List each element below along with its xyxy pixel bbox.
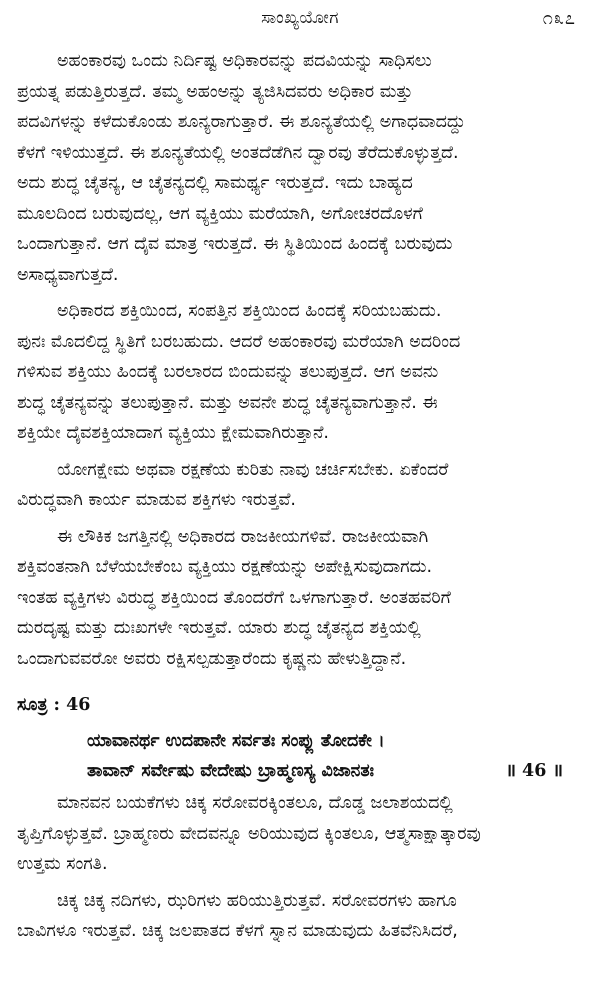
paragraph-3 [17,455,583,516]
text-line: ಇಂತಹ ವ್ಯಕ್ತಿಗಳು ವಿರುದ್ಧ ಶಕ್ತಿಯಿಂದ ತೊಂದರೆಗೆ ಒಳಗಾಗುತ್ತಾರೆ. ಅಂತಹವರಿಗೆ [17,587,451,608]
text-line: ಚಿಕ್ಕ ಚಿಕ್ಕ ನದಿಗಳು, ಝರಿಗಳು ಹರಿಯುತ್ತಿರುತ್ತವೆ. ಸರೋವರಗಳು ಹಾಗೂ [57,890,457,911]
text-line: ಪದವಿಗಳನ್ನು ಕಳೆದುಕೊಂಡು ಶೂನ್ಯರಾಗುತ್ತಾರೆ. ಈ ಶೂನ್ಯತೆಯಲ್ಲಿ ಅಗಾಧವಾದದ್ದು [17,112,466,132]
text-line: ಅಹಂಕಾರವು ಒಂದು ನಿರ್ದಿಷ್ಟ ಅಧಿಕಾರವನ್ನು ಪದವಿಯನ್ನು ಸಾಧಿಸಲು [57,51,432,71]
text-line: ಅದು ಶುದ್ಧ ಚೈತನ್ಯ, ಆ ಚೈತನ್ಯದಲ್ಲಿ ಸಾಮರ್ಥ್ಯ ಇರುತ್ತದೆ. ಇದು ಬಾಹ್ಯದ [17,173,413,193]
text-line: ವಿರುದ್ಧವಾಗಿ ಕಾರ್ಯ ಮಾಡುವ ಶಕ್ತಿಗಳು ಇರುತ್ತವೆ. [17,490,296,510]
text-line: ಅಸಾಧ್ಯವಾಗುತ್ತದೆ. [17,264,119,285]
commentary-paragraph-2 [17,886,583,947]
page-number: ೧೩೭ [542,8,576,29]
text-line: ಯೋಗಕ್ಷೇಮ ಅಥವಾ ರಕ್ಷಣೆಯ ಕುರಿತು ನಾವು ಚರ್ಚಿಸಬೇಕು. ಏಕೆಂದರೆ [57,459,449,480]
verse-text: ತಾವಾನ್ ಸರ್ವೇಷು ವೇದೇಷು ಬ್ರಾಹ್ಮಣಸ್ಯ ವಿಜಾನತಃ [87,761,375,781]
text-line: ಶಕ್ತಿಯೇ ದೈವಶಕ್ತಿಯಾದಾಗ ವ್ಯಕ್ತಿಯು ಕ್ಷೇಮವಾಗಿರುತ್ತಾನೆ. [17,423,329,443]
text-line: ಶುದ್ಧ ಚೈತನ್ಯವನ್ನು ತಲುಪುತ್ತಾನೆ. ಮತ್ತು ಅವನೇ ಶುದ್ಧ ಚೈತನ್ಯವಾಗುತ್ತಾನೆ. ಈ [17,392,438,413]
text-line: ಈ ಲೌಕಿಕ ಜಗತ್ತಿನಲ್ಲಿ ಅಧಿಕಾರದ ರಾಜಕೀಯಗಳಿವೆ. ರಾಜಕೀಯವಾಗಿ [57,526,429,547]
text-line: ದುರದೃಷ್ಟ ಮತ್ತು ದುಃಖಗಳೇ ಇರುತ್ತವೆ. ಯಾರು ಶುದ್ಧ ಚೈತನ್ಯದ ಶಕ್ತಿಯಲ್ಲಿ [17,618,421,638]
text-line: ಉತ್ತಮ ಸಂಗತಿ. [17,854,108,874]
text-line: ಕೆಳಗೆ ಇಳಿಯುತ್ತದೆ. ಈ ಶೂನ್ಯತೆಯಲ್ಲಿ ಅಂತದೆಡೆಗಿನ ದ್ವಾರವು ತೆರೆದುಕೊಳ್ಳುತ್ತದೆ. [17,142,459,163]
verse-line [87,726,583,756]
text-line: ಗಳಿಸುವ ಶಕ್ತಿಯು ಹಿಂದಕ್ಕೆ ಬರಲಾರದ ಬಿಂದುವನ್ನು ತಲುಪುತ್ತದೆ. ಆಗ ಅವನು [17,362,439,382]
verse-text: ಯಾವಾನರ್ಥ ಉದಪಾನೇ ಸರ್ವತಃ ಸಂಪ್ಲು ತೋದಕೇ । [87,731,385,751]
text-line: ಒಂದಾಗುವವರೋ ಅವರು ರಕ್ಷಿಸಲ್ಪಡುತ್ತಾರೆಂದು ಕೃಷ್ಣನು ಹೇಳುತ್ತಿದ್ದಾನೆ. [17,648,407,669]
paragraph-1 [17,46,583,290]
commentary-paragraph-1 [17,788,583,880]
sutra-heading: ಸೂತ್ರ : 46 [17,695,91,715]
text-line: ಪ್ರಯತ್ನ ಪಡುತ್ತಿರುತ್ತದೆ. ತಮ್ಮ ಅಹಂಅನ್ನು ತ್ಯಜಿಸಿದವರು ಅಧಿಕಾರ ಮತ್ತು [17,81,413,102]
verse-line [87,756,583,786]
text-line: ತೃಪ್ತಿಗೊಳ್ಳುತ್ತವೆ. ಬ್ರಾಹ್ಮಣರು ವೇದವನ್ನೂ ಅರಿಯುವುದ ಕ್ಕಿಂತಲೂ, ಆತ್ಮಸಾಕ್ಷಾತ್ಕಾರವು [17,823,481,844]
text-line: ಒಂದಾಗುತ್ತಾನೆ. ಆಗ ದೈವ ಮಾತ್ರ ಇರುತ್ತದೆ. ಈ ಸ್ಥಿತಿಯಿಂದ ಹಿಂದಕ್ಕೆ ಬರುವುದು [17,234,453,254]
text-line: ಬಾವಿಗಳೂ ಇರುತ್ತವೆ. ಚಿಕ್ಕ ಜಲಪಾತದ ಕೆಳಗೆ ಸ್ನಾನ ಮಾಡುವುದು ಹಿತವೆನಿಸಿದರೆ, [17,921,458,941]
body-text [17,46,583,953]
paragraph-2 [17,296,583,449]
text-line: ಮೂಲದಿಂದ ಬರುವುದಲ್ಲ, ಆಗ ವ್ಯಕ್ತಿಯು ಮರೆಯಾಗಿ, ಅಗೋಚರದೊಳಗೆ [17,203,423,224]
paragraph-4 [17,522,583,675]
running-title: ಸಾಂಖ್ಯಯೋಗ [261,8,339,28]
text-line: ಪುನಃ ಮೊದಲಿದ್ದ ಸ್ಥಿತಿಗೆ ಬರಬಹುದು. ಆದರೆ ಅಹಂಕಾರವು ಮರೆಯಾಗಿ ಅದರಿಂದ [17,331,461,352]
text-line: ಶಕ್ತಿವಂತನಾಗಿ ಬೆಳೆಯಬೇಕೆಂಬ ವ್ಯಕ್ತಿಯು ರಕ್ಷಣೆಯನ್ನು ಅಪೇಕ್ಷಿಸುವುದಾಗದು. [17,557,433,577]
sanskrit-verse [17,726,583,786]
verse-number: ॥ 46 ॥ [505,761,563,781]
text-line: ಅಧಿಕಾರದ ಶಕ್ತಿಯಿಂದ, ಸಂಪತ್ತಿನ ಶಕ್ತಿಯಿಂದ ಹಿಂದಕ್ಕೆ ಸರಿಯಬಹುದು. [57,301,442,321]
running-head [0,4,600,34]
text-line: ಮಾನವನ ಬಯಕೆಗಳು ಚಿಕ್ಕ ಸರೋವರಕ್ಕಿಂತಲೂ, ದೊಡ್ಡ ಜಲಾಶಯದಲ್ಲಿ [57,793,453,813]
